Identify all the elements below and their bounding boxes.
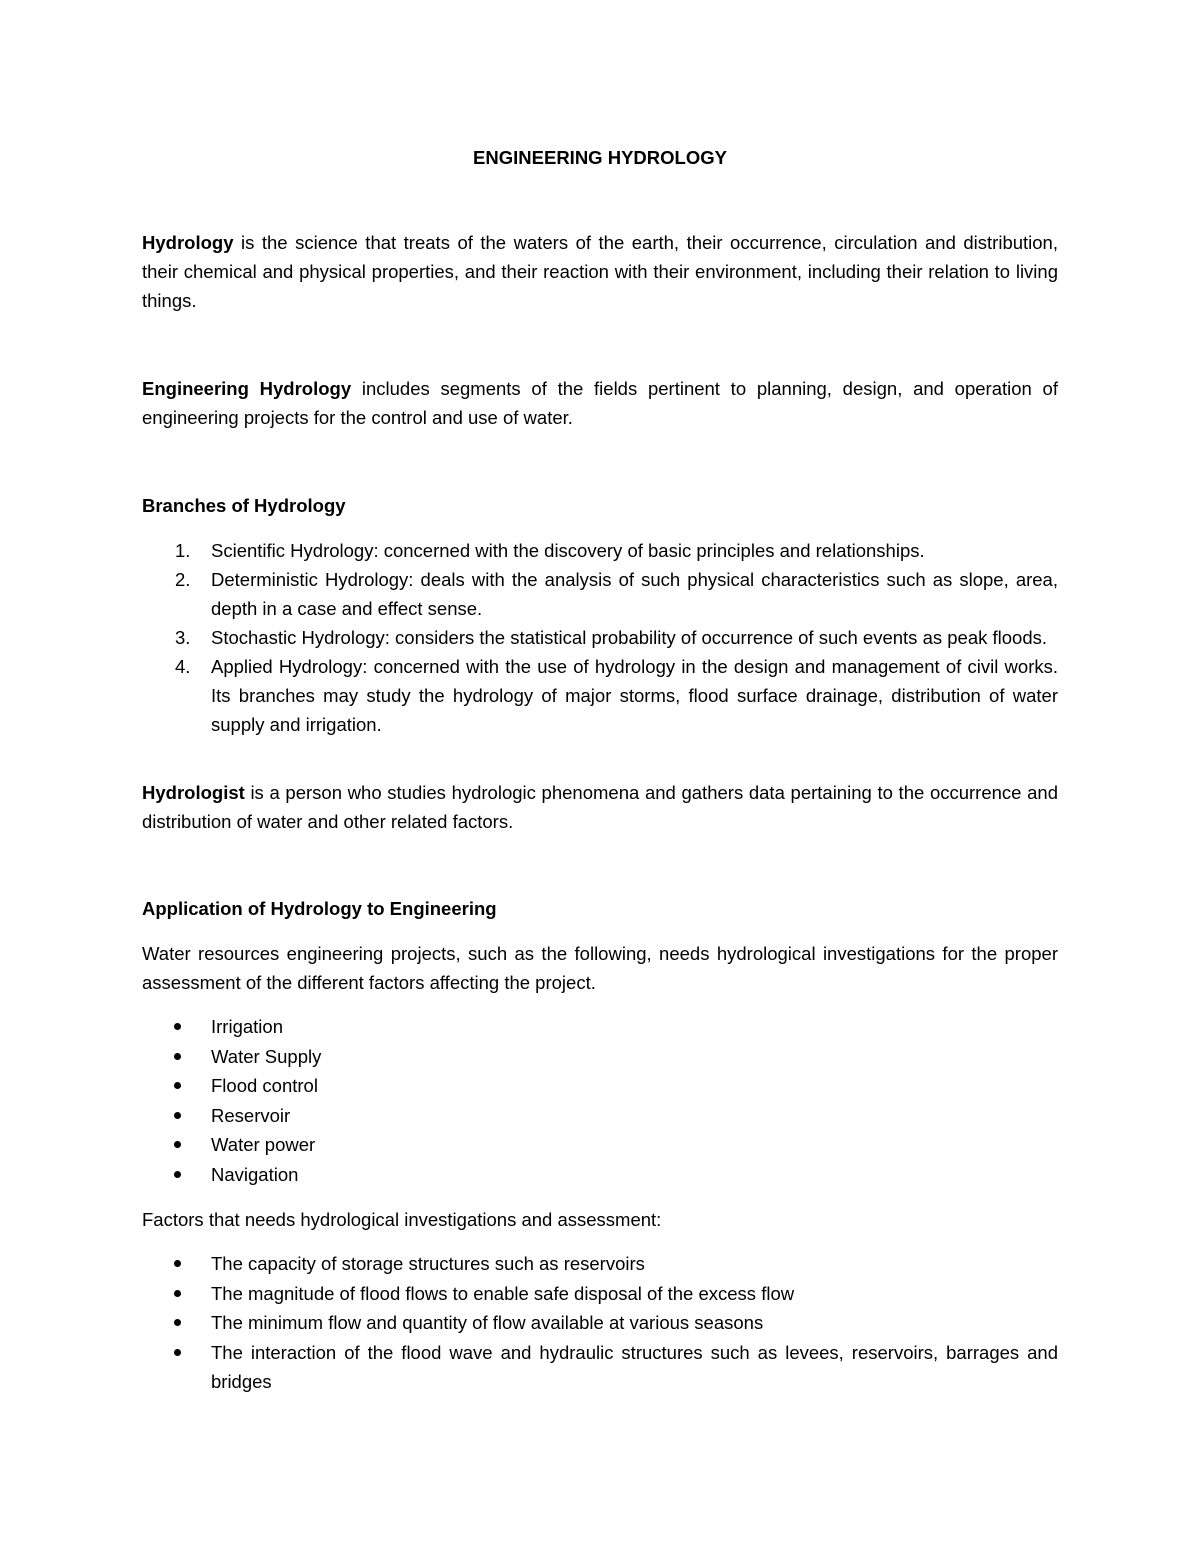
list-item: [142, 1130, 1058, 1160]
projects-list: [142, 1012, 1058, 1190]
list-item: [142, 1160, 1058, 1190]
application-heading: Application of Hydrology to Engineering: [142, 898, 497, 919]
bullet-icon: [174, 1141, 181, 1148]
bullet-icon: [174, 1319, 181, 1326]
list-item: [142, 1012, 1058, 1042]
bullet-icon: [174, 1290, 181, 1297]
factors-list: [142, 1249, 1058, 1397]
project-text: Irrigation: [211, 1016, 283, 1037]
list-item: [142, 1042, 1058, 1072]
branches-list: [142, 536, 1058, 739]
list-item: [142, 1308, 1058, 1338]
branch-number: 1.: [175, 540, 191, 561]
list-item: [142, 1279, 1058, 1309]
application-intro: Water resources engineering projects, such as the following, needs hydrological investigations for the proper assessment of the different factors affecting the project.: [142, 943, 1058, 993]
branch-text: Applied Hydrology: concerned with the use of hydrology in the design and management of civil works. Its branches may study the hydrology of major storms, flood surface drainage, distribution of water supply and irrigation.: [211, 656, 1058, 735]
list-item: [142, 1101, 1058, 1131]
hydrology-definition: [142, 228, 1058, 315]
hydrologist-text: is a person who studies hydrologic phenomena and gathers data pertaining to the occurrence and distribution of water and other related factors.: [142, 782, 1058, 832]
bullet-icon: [174, 1260, 181, 1267]
branch-text: Deterministic Hydrology: deals with the analysis of such physical characteristics such as slope, area, depth in a case and effect sense.: [211, 569, 1058, 619]
factors-intro: Factors that needs hydrological investigations and assessment:: [142, 1209, 662, 1230]
engineering-hydrology-text: includes segments of the fields pertinent to planning, design, and operation of engineering projects for the control and use of water.: [142, 378, 1058, 428]
factor-text: The interaction of the flood wave and hydraulic structures such as levees, reservoirs, barrages and bridges: [211, 1341, 1058, 1393]
bullet-icon: [174, 1349, 181, 1356]
list-item: [142, 1338, 1058, 1397]
list-item: [142, 1071, 1058, 1101]
branch-item: [142, 623, 1058, 652]
hydrologist-definition: [142, 778, 1058, 836]
hydrology-term: Hydrology: [142, 232, 234, 253]
engineering-hydrology-term: Engineering Hydrology: [142, 378, 352, 399]
project-text: Water Supply: [211, 1045, 322, 1067]
bullet-icon: [174, 1112, 181, 1119]
bullet-icon: [174, 1082, 181, 1089]
bullet-icon: [174, 1053, 181, 1060]
branch-number: 3.: [175, 627, 191, 648]
branch-item: [142, 565, 1058, 623]
engineering-hydrology-definition: [142, 374, 1058, 432]
page-title: ENGINEERING HYDROLOGY: [473, 147, 727, 168]
list-item: [142, 1249, 1058, 1279]
factor-text: The minimum flow and quantity of flow available at various seasons: [211, 1312, 764, 1334]
branch-item: [142, 652, 1058, 739]
branch-text: Stochastic Hydrology: considers the statistical probability of occurrence of such events as peak floods.: [211, 627, 1048, 648]
project-text: Navigation: [211, 1163, 299, 1185]
project-text: Flood control: [211, 1075, 318, 1097]
project-text: Water power: [211, 1134, 316, 1156]
bullet-icon: [174, 1171, 181, 1178]
branch-item: [142, 536, 1058, 565]
branch-number: 4.: [175, 656, 191, 677]
branches-heading: Branches of Hydrology: [142, 495, 346, 516]
hydrologist-term: Hydrologist: [142, 782, 245, 803]
branch-text: Scientific Hydrology: concerned with the discovery of basic principles and relationships.: [211, 540, 925, 561]
bullet-icon: [174, 1023, 181, 1030]
branch-number: 2.: [175, 569, 191, 590]
hydrology-text: is the science that treats of the waters of the earth, their occurrence, circulation and distribution, their chemical and physical properties, and their reaction with their environment, including their relation to living things.: [142, 232, 1058, 311]
project-text: Reservoir: [211, 1104, 291, 1126]
factor-text: The magnitude of flood flows to enable safe disposal of the excess flow: [211, 1282, 795, 1304]
factor-text: The capacity of storage structures such as reservoirs: [211, 1253, 645, 1274]
